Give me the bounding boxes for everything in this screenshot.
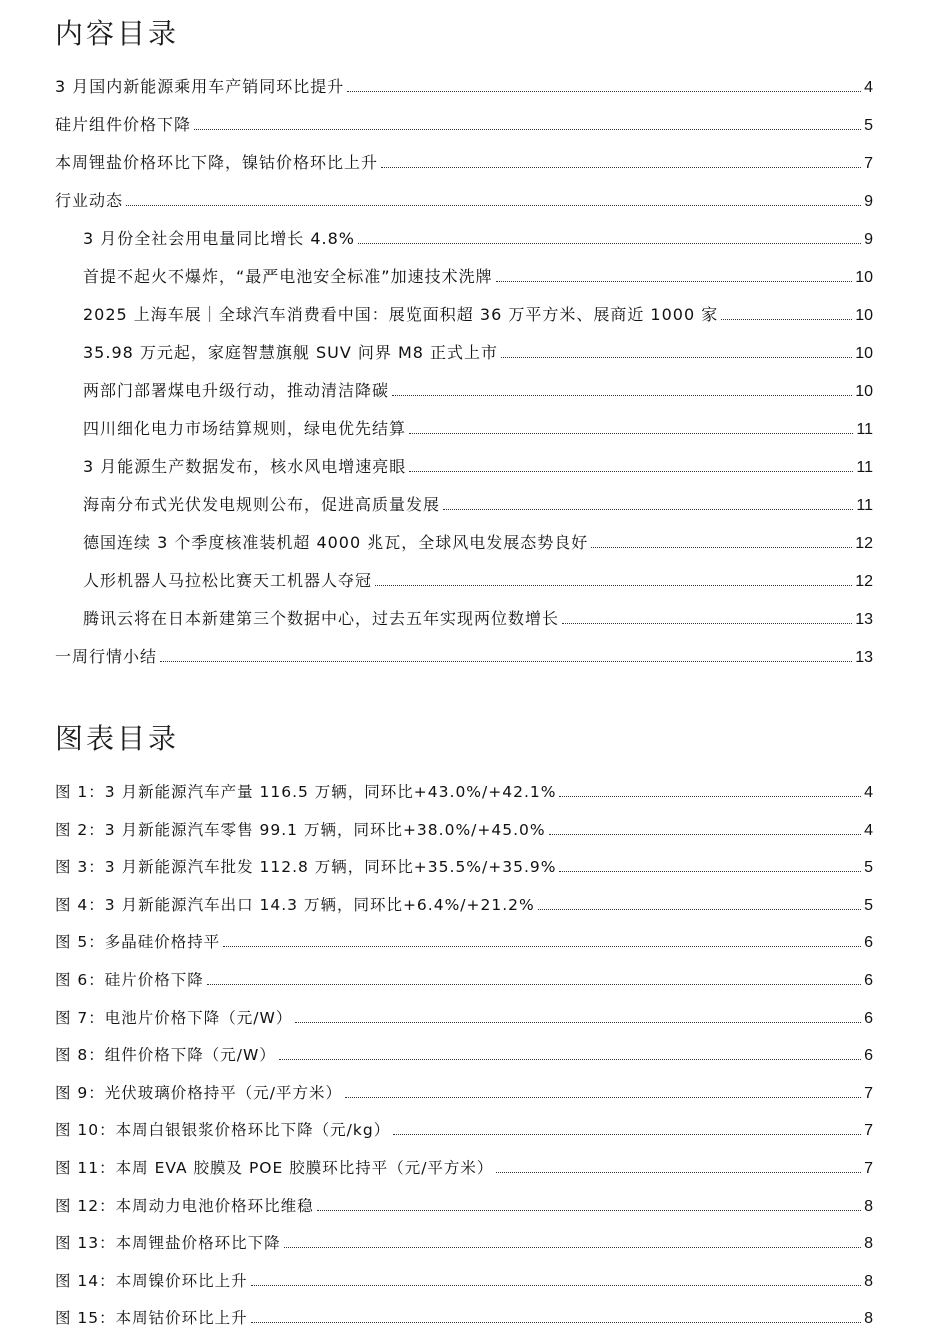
figure-entry-label[interactable]: 图 12：本周动力电池价格环比维稳 — [55, 1196, 314, 1215]
figure-entry-page-number[interactable]: 7 — [864, 1122, 873, 1140]
toc-entry-page-number[interactable]: 11 — [856, 497, 873, 514]
dot-leader — [409, 470, 853, 472]
toc-entry[interactable] — [83, 262, 873, 300]
figure-entry[interactable] — [55, 777, 873, 815]
dot-leader — [392, 394, 852, 396]
figure-entry[interactable] — [55, 1040, 873, 1078]
figure-entry-label[interactable]: 图 2：3 月新能源汽车零售 99.1 万辆，同环比+38.0%/+45.0% — [55, 820, 546, 839]
figure-entry[interactable] — [55, 965, 873, 1003]
figure-entry-label[interactable]: 图 10：本周白银银浆价格环比下降（元/kg） — [55, 1121, 391, 1140]
figure-entry-page-number[interactable]: 4 — [864, 821, 873, 839]
dot-leader — [194, 128, 861, 130]
toc-entry-page-number[interactable]: 13 — [855, 611, 873, 628]
dot-leader — [549, 833, 861, 835]
figure-entry[interactable] — [55, 1003, 873, 1041]
figure-entry-label[interactable]: 图 4：3 月新能源汽车出口 14.3 万辆，同环比+6.4%/+21.2% — [55, 895, 535, 914]
toc-entry[interactable] — [83, 528, 873, 566]
dot-leader — [284, 1246, 861, 1248]
figure-entry-label[interactable]: 图 9：光伏玻璃价格持平（元/平方米） — [55, 1083, 343, 1102]
toc-entry-page-number[interactable]: 9 — [864, 193, 873, 210]
dot-leader — [223, 945, 861, 947]
dot-leader — [381, 166, 861, 168]
dot-leader — [409, 432, 853, 434]
toc-entry-label[interactable]: 一周行情小结 — [55, 647, 158, 666]
toc-entry-page-number[interactable]: 13 — [855, 649, 873, 666]
figure-entry-label[interactable]: 图 3：3 月新能源汽车批发 112.8 万辆，同环比+35.5%/+35.9% — [55, 858, 557, 877]
toc-entry[interactable] — [83, 338, 873, 376]
figure-entry-label[interactable]: 图 13：本周锂盐价格环比下降 — [55, 1234, 281, 1253]
toc-entry-page-number[interactable]: 5 — [864, 117, 873, 134]
dot-leader — [207, 983, 861, 985]
dot-leader — [591, 546, 852, 548]
dot-leader — [358, 242, 861, 244]
toc-entry-label[interactable]: 两部门部署煤电升级行动，推动清洁降碳 — [83, 381, 390, 400]
figure-entry-page-number[interactable]: 8 — [864, 1197, 873, 1215]
dot-leader — [160, 660, 852, 662]
toc-entry-label[interactable]: 本周锂盐价格环比下降，镍钴价格环比上升 — [55, 153, 379, 172]
toc-heading: 内容目录 — [55, 17, 180, 50]
figure-entry-label[interactable]: 图 8：组件价格下降（元/W） — [55, 1046, 276, 1065]
toc-entry-label[interactable]: 2025 上海车展｜全球汽车消费看中国：展览面积超 36 万平方米、展商近 1000 家 — [83, 305, 719, 324]
dot-leader — [347, 90, 861, 92]
toc-entry-page-number[interactable]: 7 — [864, 155, 873, 172]
figure-entry-label[interactable]: 图 15：本周钴价环比上升 — [55, 1309, 248, 1328]
figure-entry-page-number[interactable]: 7 — [864, 1084, 873, 1102]
toc-entry[interactable] — [83, 414, 873, 452]
toc-entry-page-number[interactable]: 10 — [855, 383, 873, 400]
toc-entry-label[interactable]: 德国连续 3 个季度核准装机超 4000 兆瓦，全球风电发展态势良好 — [83, 533, 589, 552]
figures-list — [0, 777, 941, 1341]
toc-entry-page-number[interactable]: 9 — [864, 231, 873, 248]
dot-leader — [443, 508, 853, 510]
figure-entry-page-number[interactable]: 7 — [864, 1159, 873, 1177]
dot-leader — [393, 1133, 861, 1135]
toc-entry[interactable] — [83, 300, 873, 338]
figure-entry-label[interactable]: 图 5：多晶硅价格持平 — [55, 933, 221, 952]
figure-entry[interactable] — [55, 890, 873, 928]
dot-leader — [559, 870, 861, 872]
toc-entry[interactable] — [55, 186, 873, 224]
toc-entry[interactable] — [83, 490, 873, 528]
toc-entry-page-number[interactable]: 12 — [855, 535, 873, 552]
dot-leader — [251, 1284, 861, 1286]
figure-entry-page-number[interactable]: 5 — [864, 896, 873, 914]
dot-leader — [317, 1209, 861, 1211]
toc-entry-label[interactable]: 四川细化电力市场结算规则，绿电优先结算 — [83, 419, 407, 438]
figure-entry[interactable] — [55, 1228, 873, 1266]
figures-heading: 图表目录 — [55, 722, 180, 755]
toc-list — [0, 72, 941, 680]
figure-entry-label[interactable]: 图 6：硅片价格下降 — [55, 970, 204, 989]
dot-leader — [721, 318, 852, 320]
toc-entry-label[interactable]: 海南分布式光伏发电规则公布，促进高质量发展 — [83, 495, 441, 514]
toc-entry-page-number[interactable]: 10 — [855, 345, 873, 362]
figure-entry[interactable] — [55, 852, 873, 890]
dot-leader — [562, 622, 852, 624]
figure-entry-page-number[interactable]: 6 — [864, 971, 873, 989]
figure-entry[interactable] — [55, 815, 873, 853]
toc-entry[interactable] — [55, 642, 873, 680]
figure-entry-page-number[interactable]: 4 — [864, 784, 873, 801]
dot-leader — [295, 1021, 861, 1023]
toc-entry-page-number[interactable]: 11 — [856, 459, 873, 476]
toc-entry-label[interactable]: 腾讯云将在日本新建第三个数据中心，过去五年实现两位数增长 — [83, 609, 560, 628]
toc-entry[interactable] — [55, 148, 873, 186]
dot-leader — [126, 204, 861, 206]
toc-entry[interactable] — [55, 72, 873, 110]
toc-entry[interactable] — [83, 566, 873, 604]
toc-entry-page-number[interactable]: 10 — [855, 307, 873, 324]
dot-leader — [496, 1171, 861, 1173]
figure-entry[interactable] — [55, 1115, 873, 1153]
toc-entry[interactable] — [83, 376, 873, 414]
toc-entry-label[interactable]: 3 月国内新能源乘用车产销同环比提升 — [55, 77, 345, 96]
dot-leader — [279, 1058, 861, 1060]
figure-entry[interactable] — [55, 1266, 873, 1304]
figure-entry-label[interactable]: 图 14：本周镍价环比上升 — [55, 1271, 248, 1290]
toc-entry-label[interactable]: 首提不起火不爆炸，“最严电池安全标准”加速技术洗牌 — [83, 267, 493, 286]
toc-entry[interactable] — [83, 604, 873, 642]
toc-entry[interactable] — [83, 452, 873, 490]
toc-entry[interactable] — [55, 110, 873, 148]
dot-leader — [501, 356, 852, 358]
toc-entry[interactable] — [83, 224, 873, 262]
figure-entry-page-number[interactable]: 6 — [864, 1009, 873, 1027]
toc-entry-page-number[interactable]: 10 — [855, 269, 873, 286]
figure-entry-page-number[interactable]: 5 — [864, 859, 873, 877]
figure-entry-page-number[interactable]: 8 — [864, 1310, 873, 1328]
toc-entry-page-number[interactable]: 11 — [856, 421, 873, 438]
figure-entry-label[interactable]: 图 11：本周 EVA 胶膜及 POE 胶膜环比持平（元/平方米） — [55, 1158, 494, 1177]
toc-entry-label[interactable]: 行业动态 — [55, 191, 124, 210]
figure-entry-label[interactable]: 图 1：3 月新能源汽车产量 116.5 万辆，同环比+43.0%/+42.1% — [55, 783, 557, 801]
figure-entry-page-number[interactable]: 6 — [864, 934, 873, 952]
figure-entry[interactable] — [55, 927, 873, 965]
figure-entry-page-number[interactable]: 6 — [864, 1047, 873, 1065]
dot-leader — [345, 1096, 861, 1098]
dot-leader — [251, 1321, 861, 1323]
figure-entry[interactable] — [55, 1303, 873, 1341]
figure-entry[interactable] — [55, 1078, 873, 1116]
toc-entry-label[interactable]: 人形机器人马拉松比赛天工机器人夺冠 — [83, 571, 373, 590]
toc-entry-label[interactable]: 3 月能源生产数据发布，核水风电增速亮眼 — [83, 457, 407, 476]
dot-leader — [538, 908, 861, 910]
toc-entry-label[interactable]: 35.98 万元起，家庭智慧旗舰 SUV 问界 M8 正式上市 — [83, 343, 499, 362]
figure-entry[interactable] — [55, 1153, 873, 1191]
dot-leader — [559, 795, 861, 797]
figure-entry[interactable] — [55, 1191, 873, 1229]
dot-leader — [375, 584, 852, 586]
toc-entry-label[interactable]: 3 月份全社会用电量同比增长 4.8% — [83, 229, 356, 248]
toc-entry-label[interactable]: 硅片组件价格下降 — [55, 115, 192, 134]
dot-leader — [496, 280, 853, 282]
toc-entry-page-number[interactable]: 4 — [864, 79, 873, 96]
figure-entry-page-number[interactable]: 8 — [864, 1235, 873, 1253]
toc-entry-page-number[interactable]: 12 — [855, 573, 873, 590]
figure-entry-page-number[interactable]: 8 — [864, 1272, 873, 1290]
figure-entry-label[interactable]: 图 7：电池片价格下降（元/W） — [55, 1008, 293, 1027]
